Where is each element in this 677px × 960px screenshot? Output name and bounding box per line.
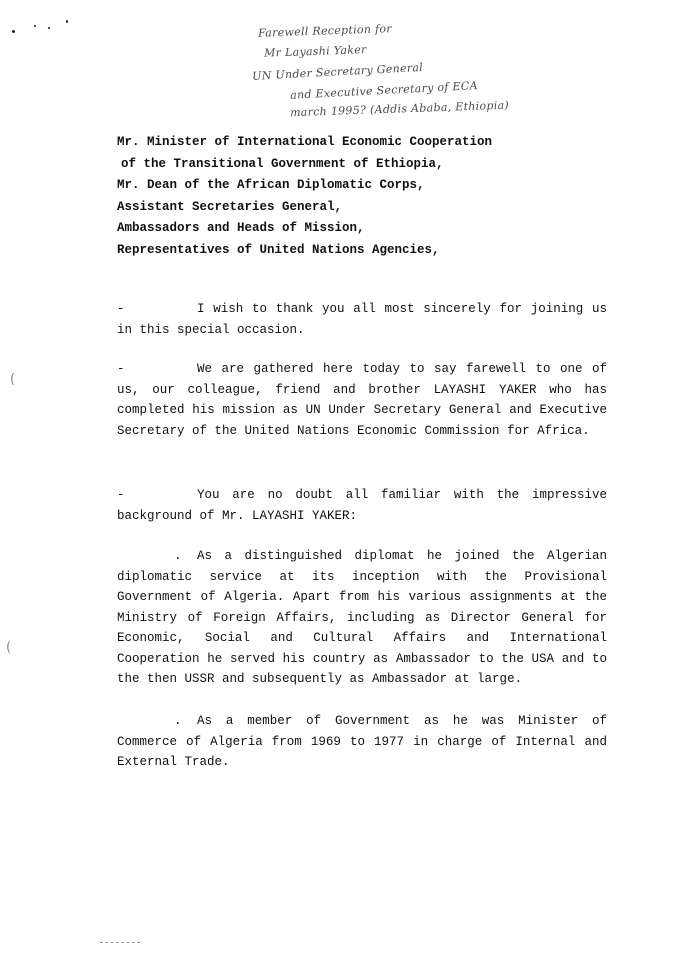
salutation-block xyxy=(117,132,597,262)
paragraph-background xyxy=(117,485,607,526)
paragraph-text: As a member of Government as he was Minister of Commerce of Algeria from 1969 to 1977 in charge of Internal and External Trade. xyxy=(117,714,607,769)
handnote-line: UN Under Secretary General xyxy=(251,60,424,83)
scan-speck xyxy=(66,20,68,23)
paragraph-farewell xyxy=(117,359,607,441)
scan-speck xyxy=(34,25,36,27)
salutation-line: Mr. Dean of the African Diplomatic Corps, xyxy=(117,178,425,193)
handnote-line: and Executive Secretary of ECA xyxy=(289,79,479,102)
scan-speck xyxy=(48,27,50,29)
handnote-line: Farewell Reception for xyxy=(257,22,393,40)
paragraph-text: As a distinguished diplomat he joined the Algerian diplomatic service at its inception with the Provisional Government of Algeria. Apart from his various assignments at the Ministry of Foreign Affairs, including as Director General for Economic, Social and Cultural Affairs and International Cooperation he served his country as Ambassador to the USA and to the then USSR and subsequently as Ambassador at large. xyxy=(117,549,607,686)
scan-artifact-line xyxy=(100,942,140,943)
paragraph-diplomat xyxy=(117,546,607,690)
paragraph-government xyxy=(117,711,607,773)
scan-speck xyxy=(12,30,15,33)
handnote-line: march 1995? (Addis Ababa, Ethiopia) xyxy=(289,98,510,120)
paragraph-text: I wish to thank you all most sincerely for joining us in this special occasion. xyxy=(117,302,607,337)
dash-marker: - xyxy=(117,488,125,502)
salutation-line: of the Transitional Government of Ethiopia, xyxy=(121,156,444,171)
handwritten-annotation xyxy=(250,18,590,118)
handnote-line: Mr Layashi Yaker xyxy=(263,43,367,60)
paragraph-thanks xyxy=(117,299,607,340)
salutation-line: Representatives of United Nations Agencies, xyxy=(117,242,440,257)
salutation-line: Ambassadors and Heads of Mission, xyxy=(117,221,365,236)
salutation-line: Mr. Minister of International Economic Cooperation xyxy=(117,135,493,149)
bullet-marker: . xyxy=(174,714,182,728)
dash-marker: - xyxy=(117,302,125,316)
paragraph-text: We are gathered here today to say farewell to one of us, our colleague, friend and brother LAYASHI YAKER who has completed his mission as UN Under Secretary General and Executive Secretary of the United Nations Economic Commission for Africa. xyxy=(117,362,607,438)
punch-hole-mark: ( xyxy=(10,372,16,387)
paragraph-text: You are no doubt all familiar with the impressive background of Mr. LAYASHI YAKER: xyxy=(117,488,607,523)
bullet-marker: . xyxy=(174,549,182,563)
salutation-line: Assistant Secretaries General, xyxy=(117,199,343,214)
dash-marker: - xyxy=(117,362,125,376)
punch-hole-mark: ( xyxy=(6,640,12,655)
